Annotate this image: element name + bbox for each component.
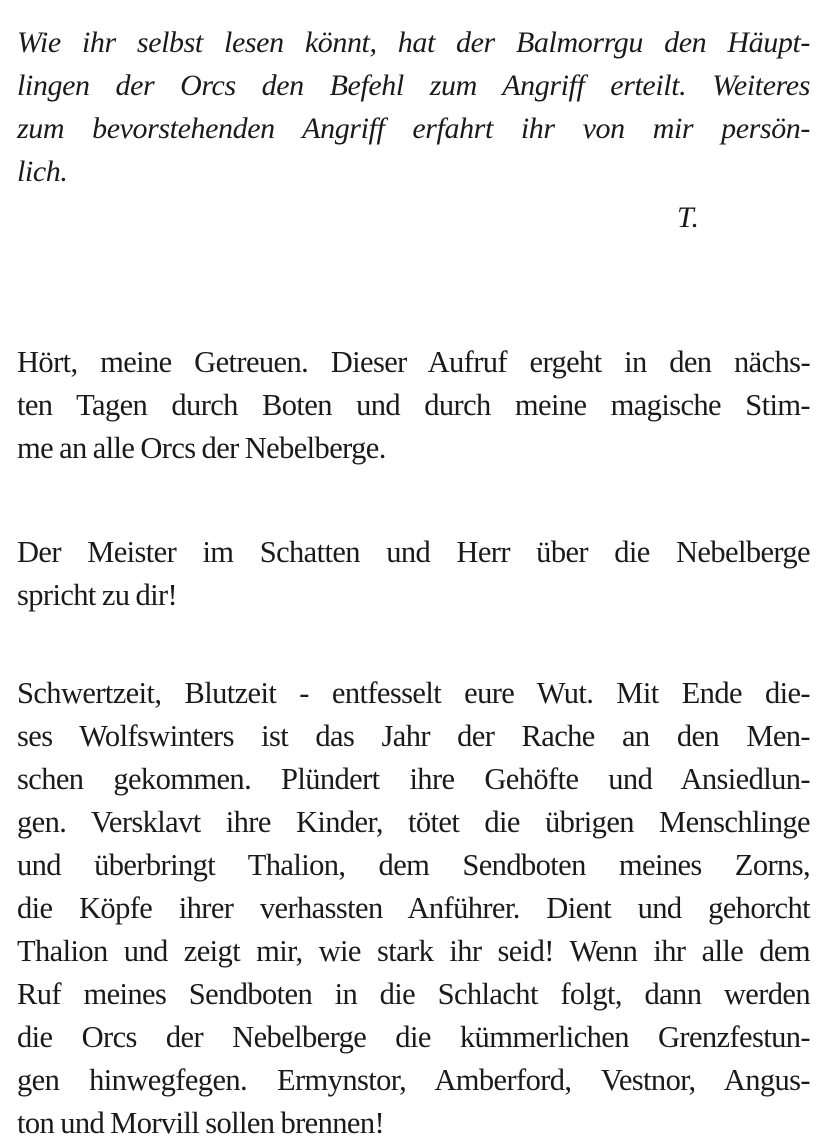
address-line: Der Meister im Schatten und Herr über die Nebelberge: [17, 535, 810, 569]
decree-line: die Orcs der Nebelberge die kümmerlichen Grenzfestun-: [17, 1020, 810, 1054]
letter-line: lingen der Orcs den Befehl zum Angriff erteilt. Weiteres: [17, 69, 810, 102]
letter-signature: T.: [677, 201, 699, 234]
letter-line: Wie ihr selbst lesen könnt, hat der Balmorrgu den Häupt-: [17, 26, 810, 59]
decree-paragraph: [17, 672, 810, 1145]
decree-line: schen gekommen. Plündert ihre Gehöfte und Ansiedlun-: [17, 762, 810, 796]
decree-line: und überbringt Thalion, dem Sendboten meines Zorns,: [17, 848, 810, 882]
proclamation-intro-paragraph: [17, 341, 810, 470]
letter-paragraph: [17, 21, 810, 193]
decree-line: Schwertzeit, Blutzeit - entfesselt eure Wut. Mit Ende die-: [17, 676, 810, 710]
letter-line: zum bevorstehenden Angriff erfahrt ihr von mir persön-: [17, 112, 810, 145]
decree-line: Ruf meines Sendboten in die Schlacht folgt, dann werden: [17, 977, 810, 1011]
intro-line: Hört, meine Getreuen. Dieser Aufruf ergeht in den nächs-: [17, 345, 810, 379]
decree-line: gen hinwegfegen. Ermynstor, Amberford, Vestnor, Angus-: [17, 1063, 810, 1097]
decree-line: gen. Versklavt ihre Kinder, tötet die übrigen Menschlinge: [17, 805, 810, 839]
decree-line: ses Wolfswinters ist das Jahr der Rache an den Men-: [17, 719, 810, 753]
intro-line: me an alle Orcs der Nebelberge.: [17, 431, 386, 465]
letter-line: lich.: [17, 155, 68, 188]
address-paragraph: [17, 531, 810, 617]
address-line: spricht zu dir!: [17, 578, 178, 612]
decree-line: die Köpfe ihrer verhassten Anführer. Dient und gehorcht: [17, 891, 810, 925]
intro-line: ten Tagen durch Boten und durch meine magische Stim-: [17, 388, 810, 422]
decree-line: ton und Morvill sollen brennen!: [17, 1106, 385, 1140]
decree-line: Thalion und zeigt mir, wie stark ihr seid! Wenn ihr alle dem: [17, 934, 810, 968]
